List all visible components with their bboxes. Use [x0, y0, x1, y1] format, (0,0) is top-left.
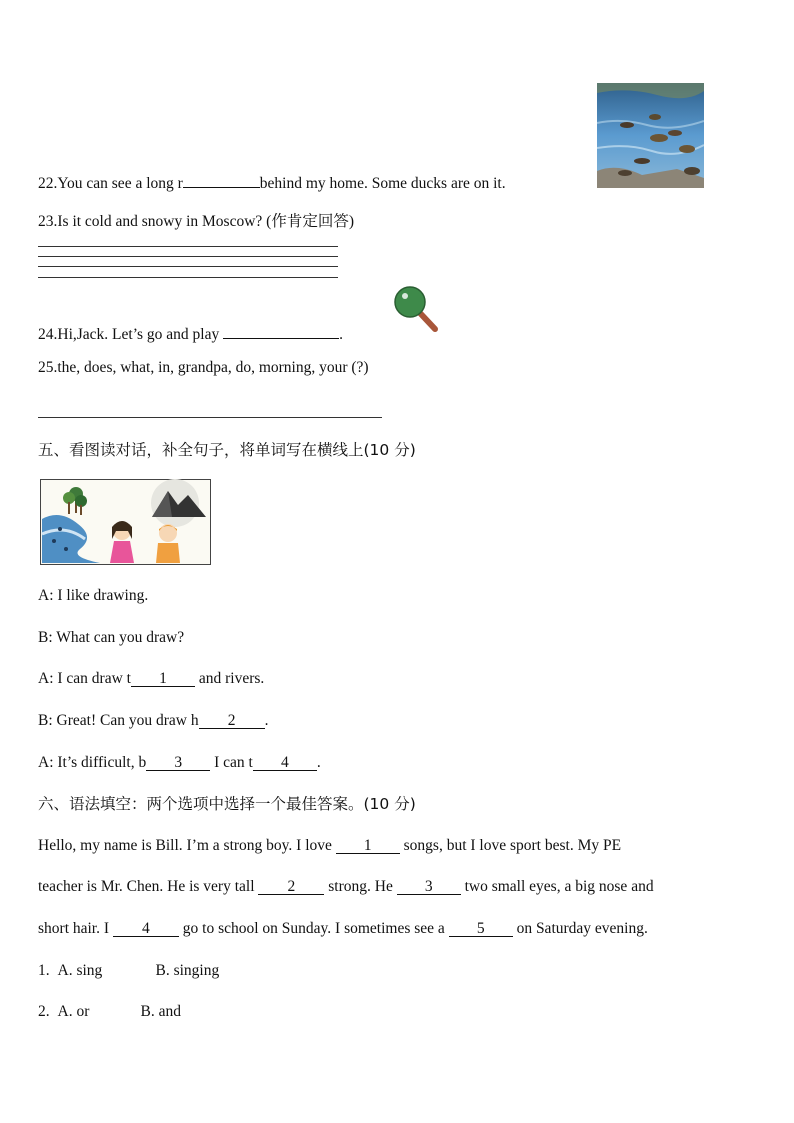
speaker-label: A: [38, 587, 54, 604]
option-a[interactable]: A. sing [57, 962, 103, 979]
passage-line-2 [38, 877, 654, 897]
dialogue-text: and rivers. [194, 670, 265, 687]
option-number: 1. [38, 962, 50, 979]
passage-text: strong. He [324, 878, 397, 895]
dialogue-text: What can you draw? [56, 629, 185, 646]
blank-3[interactable]: 3 [146, 755, 210, 771]
q24-blank[interactable] [223, 323, 339, 339]
ducks-on-river-image [597, 83, 704, 188]
passage-text: teacher is Mr. Chen. He is very tall [38, 878, 259, 895]
option-b[interactable]: B. and [140, 1003, 181, 1020]
passage-text: Hello, my name is Bill. I’m a strong boy. I love [38, 837, 336, 854]
passage-text: go to school on Sunday. I sometimes see a [178, 920, 449, 937]
answer-line[interactable] [38, 246, 338, 247]
blank-4[interactable]: 4 [253, 755, 317, 771]
answer-line[interactable] [38, 256, 338, 257]
dialogue-text: Great! Can you draw h [56, 712, 199, 729]
passage-text: two small eyes, a big nose and [460, 878, 654, 895]
blank-4[interactable]: 4 [113, 921, 179, 937]
dialogue-text: . [316, 754, 321, 771]
dialogue-line-4 [38, 711, 268, 731]
dialogue-text: I can draw t [57, 670, 131, 687]
dialogue-text: I can t [210, 754, 253, 771]
speaker-label: B: [38, 712, 53, 729]
q24-suffix: . [339, 326, 343, 343]
blank-5[interactable]: 5 [449, 921, 513, 937]
dialogue-text: . [264, 712, 269, 729]
answer-line[interactable] [38, 266, 338, 267]
passage-text: songs, but I love sport best. My PE [399, 837, 622, 854]
section-6-title: 六、语法填空：两个选项中选择一个最佳答案。(10 分) [38, 795, 416, 813]
blank-1[interactable]: 1 [131, 671, 195, 687]
q24-prefix: 24.Hi,Jack. Let’s go and play [38, 326, 224, 343]
q22-suffix: behind my home. Some ducks are on it. [259, 175, 506, 192]
dialogue-line-3 [38, 669, 264, 689]
question-24 [38, 323, 343, 345]
section-5-title: 五、看图读对话，补全句子，将单词写在横线上(10 分) [38, 441, 416, 459]
option-row-2 [38, 1002, 181, 1022]
answer-line[interactable] [38, 277, 338, 278]
blank-1[interactable]: 1 [336, 838, 400, 854]
ping-pong-paddle-icon [390, 285, 440, 335]
dialogue-line-2 [38, 628, 184, 648]
question-22 [38, 172, 506, 194]
option-row-1 [38, 961, 219, 981]
option-number: 2. [38, 1003, 50, 1020]
blank-2[interactable]: 2 [258, 879, 324, 895]
option-b[interactable]: B. singing [155, 962, 220, 979]
speaker-label: A: [38, 754, 54, 771]
dialogue-text: I like drawing. [57, 587, 149, 604]
passage-text: short hair. I [38, 920, 113, 937]
dialogue-text: It’s difficult, b [57, 754, 147, 771]
dialogue-line-5 [38, 753, 321, 773]
blank-3[interactable]: 3 [397, 879, 461, 895]
answer-line[interactable] [38, 417, 382, 418]
speaker-label: B: [38, 629, 53, 646]
passage-line-1 [38, 836, 621, 856]
speaker-label: A: [38, 670, 54, 687]
option-a[interactable]: A. or [57, 1003, 90, 1020]
passage-line-3 [38, 919, 648, 939]
passage-text: on Saturday evening. [512, 920, 648, 937]
q22-prefix: 22.You can see a long r [38, 175, 183, 192]
q22-blank[interactable] [183, 172, 260, 188]
blank-2[interactable]: 2 [199, 713, 265, 729]
drawing-scene-image [40, 479, 211, 565]
question-23: 23.Is it cold and snowy in Moscow? (作肯定回答) [38, 213, 354, 230]
question-25: 25.the, does, what, in, grandpa, do, morning, your (?) [38, 359, 369, 376]
dialogue-line-1 [38, 586, 148, 606]
